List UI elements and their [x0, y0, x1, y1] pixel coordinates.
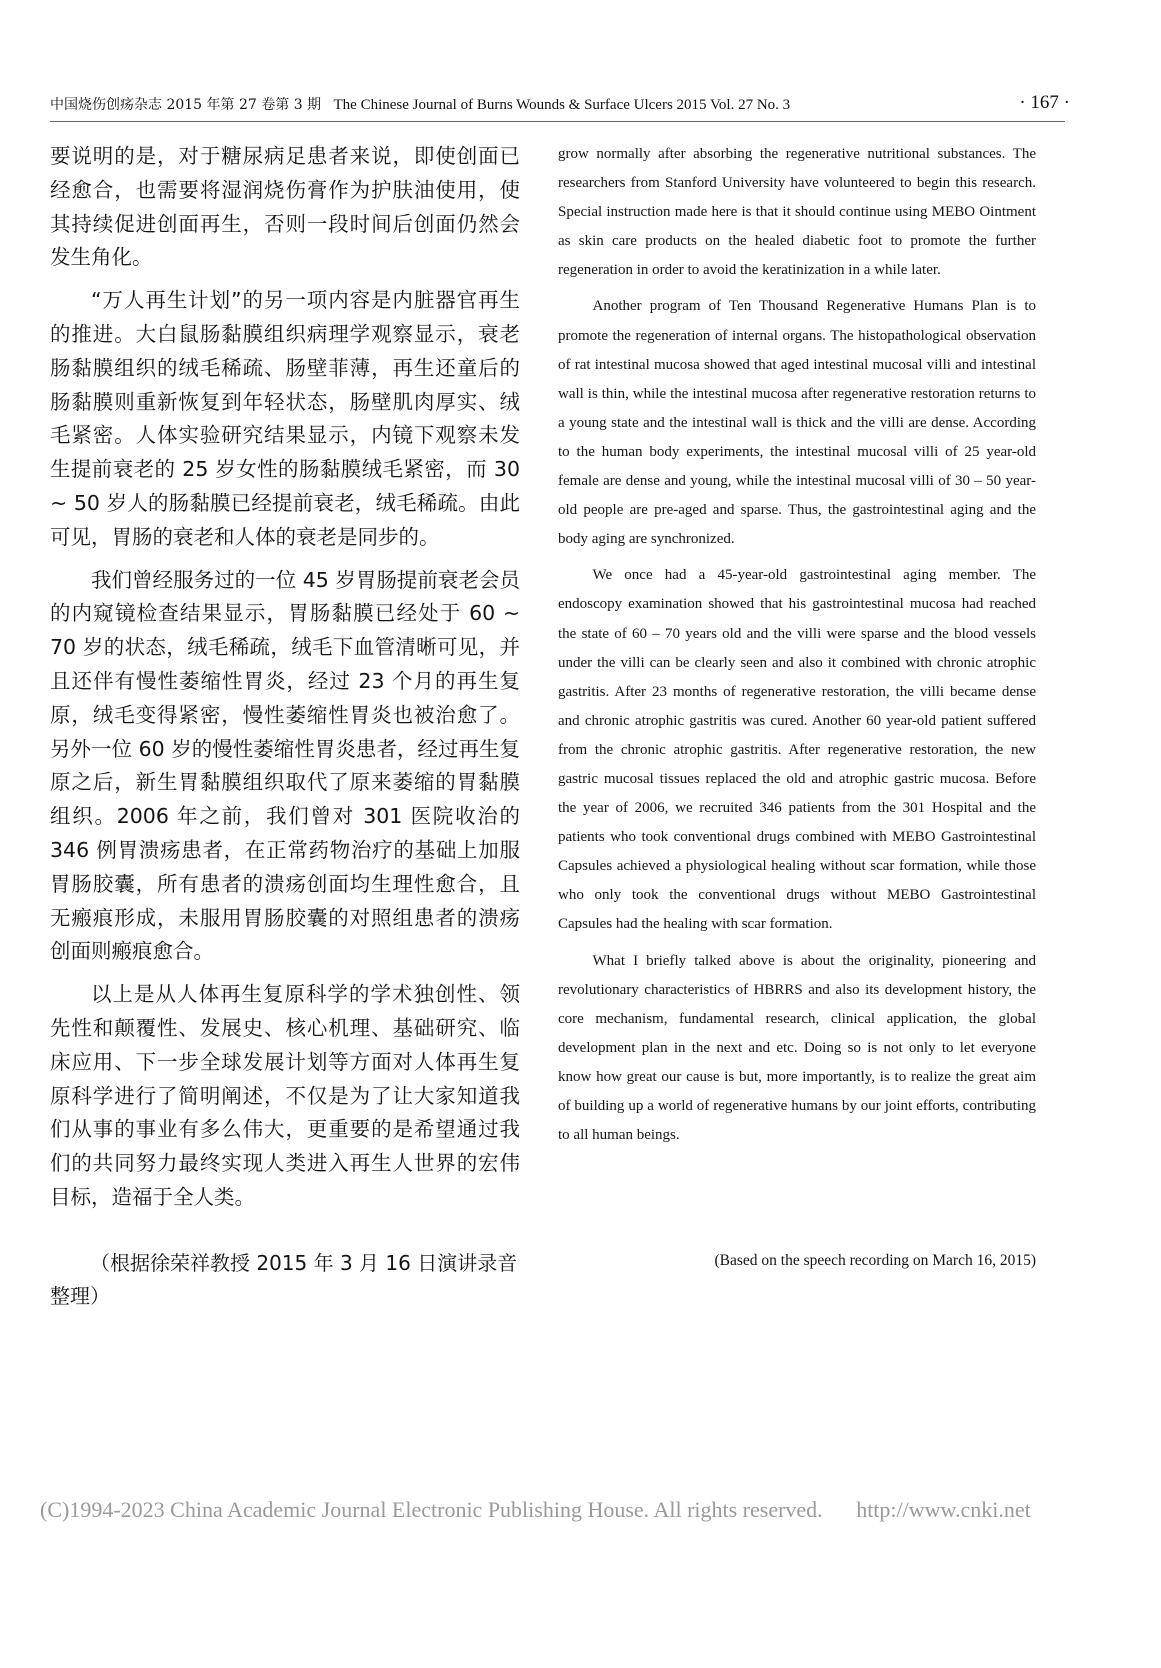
- running-header: [50, 92, 1070, 120]
- en-paragraph-4: What I briefly talked above is about the originality, pioneering and revolutionary characteristics of HBRRS and also its development history, the core mechanism, fundamental research, clinical application, the global development plan in the next and etc. Doing so is not only to let everyone know how great our cause is but, more importantly, is to realize the great aim of building up a world of regenerative humans by our joint efforts, contributing to all human beings.: [558, 952, 1036, 1144]
- zh-paragraph-1: 要说明的是，对于糖尿病足患者来说，即使创面已经愈合，也需要将湿润烧伤膏作为护肤油使用，使其持续促进创面再生，否则一段时间后创面仍然会发生角化。: [50, 144, 520, 270]
- source-note-zh: （根据徐荣祥教授 2015 年 3 月 16 日演讲录音整理）: [50, 1251, 518, 1308]
- header-rule: [50, 121, 1065, 122]
- copyright-watermark: [40, 1497, 1140, 1523]
- english-column: [558, 140, 1036, 1157]
- copyright-text: (C)1994-2023 China Academic Journal Electronic Publishing House. All rights reserved.: [40, 1497, 823, 1522]
- en-paragraph-1: grow normally after absorbing the regenerative nutritional substances. The researchers from Stanford University have volunteered to begin this research. Special instruction made here is that it should continue using MEBO Ointment as skin care products on the healed diabetic foot to promote the further regeneration in order to avoid the keratinization in a while later.: [558, 146, 1036, 279]
- zh-paragraph-4: 以上是从人体再生复原科学的学术独创性、领先性和颠覆性、发展史、核心机理、基础研究、临床应用、下一步全球发展计划等方面对人体再生复原科学进行了简明阐述，不仅是为了让大家知道我们从事的事业有多么伟大，更重要的是希望通过我们的共同努力最终实现人类进入再生人世界的宏伟目标，造福于全人类。: [50, 982, 520, 1209]
- running-title-en: The Chinese Journal of Burns Wounds & Surface Ulcers 2015 Vol. 27 No. 3: [333, 97, 791, 113]
- zh-paragraph-2: “万人再生计划”的另一项内容是内脏器官再生的推进。大白鼠肠黏膜组织病理学观察显示，衰老肠黏膜组织的绒毛稀疏、肠壁菲薄，再生还童后的肠黏膜则重新恢复到年轻状态，肠壁肌肉厚实、绒毛紧密。人体实验研究结果显示，内镜下观察未发生提前衰老的 25 岁女性的肠黏膜绒毛紧密，而 30 ~ 50 岁人的肠黏膜已经提前衰老，绒毛稀疏。由此可见，胃肠的衰老和人体的衰老是同步的。: [50, 288, 520, 549]
- page-number: · 167 ·: [1019, 92, 1070, 113]
- zh-paragraph-3: 我们曾经服务过的一位 45 岁胃肠提前衰老会员的内窥镜检查结果显示，胃肠黏膜已经处于 60 ~ 70 岁的状态，绒毛稀疏，绒毛下血管清晰可见，并且还伴有慢性萎缩性胃炎，经过 23 个月的再生复原，绒毛变得紧密，慢性萎缩性胃炎也被治愈了。另外一位 60 岁的慢性萎缩性胃炎患者，经过再生复原之后，新生胃黏膜组织取代了原来萎缩的胃黏膜组织。2006 年之前，我们曾对 301 医院收治的 346 例胃溃疡患者，在正常药物治疗的基础上加服胃肠胶囊，所有患者的溃疡创面均生理性愈合，且无瘢痕形成，未服用胃肠胶囊的对照组患者的溃疡创面则瘢痕愈合。: [50, 567, 520, 964]
- source-note-en: (Based on the speech recording on March 16, 2015): [714, 1252, 1036, 1269]
- cnki-url: http://www.cnki.net: [856, 1497, 1031, 1522]
- en-paragraph-2: Another program of Ten Thousand Regenerative Humans Plan is to promote the regeneration of internal organs. The histopathological observation of rat intestinal mucosa showed that aged intestinal mucosal villi and intestinal wall is thin, while the intestinal mucosa after regenerative restoration returns to a young state and the intestinal wall is thick and the villi are dense. According to the human body experiments, the intestinal mucosal villi of 25 year-old female are dense and young, while the intestinal mucosal villi of 30 – 50 year-old people are pre-aged and sparse. Thus, the gastrointestinal aging and the body aging are synchronized.: [558, 298, 1036, 548]
- running-title-zh: 中国烧伤创疡杂志 2015 年第 27 卷第 3 期: [50, 97, 322, 113]
- en-paragraph-3: We once had a 45-year-old gastrointestinal aging member. The endoscopy examination showed that his gastrointestinal mucosa had reached the state of 60 – 70 years old and the villi were sparse and the blood vessels under the villi can be clearly seen and also it combined with chronic atrophic gastritis. After 23 months of regenerative restoration, the villi became dense and chronic atrophic gastritis was cured. Another 60 year-old patient suffered from the chronic atrophic gastritis. After regenerative restoration, the new gastric mucosal tissues replaced the old and atrophic gastric mucosa. Before the year of 2006, we recruited 346 patients from the 301 Hospital and the patients who took conventional drugs combined with MEBO Gastrointestinal Capsules achieved a physiological healing without scar formation, while those who only took the conventional drugs without MEBO Gastrointestinal Capsules had the healing with scar formation.: [558, 567, 1036, 933]
- running-title: [50, 94, 790, 114]
- chinese-column: [50, 140, 520, 1224]
